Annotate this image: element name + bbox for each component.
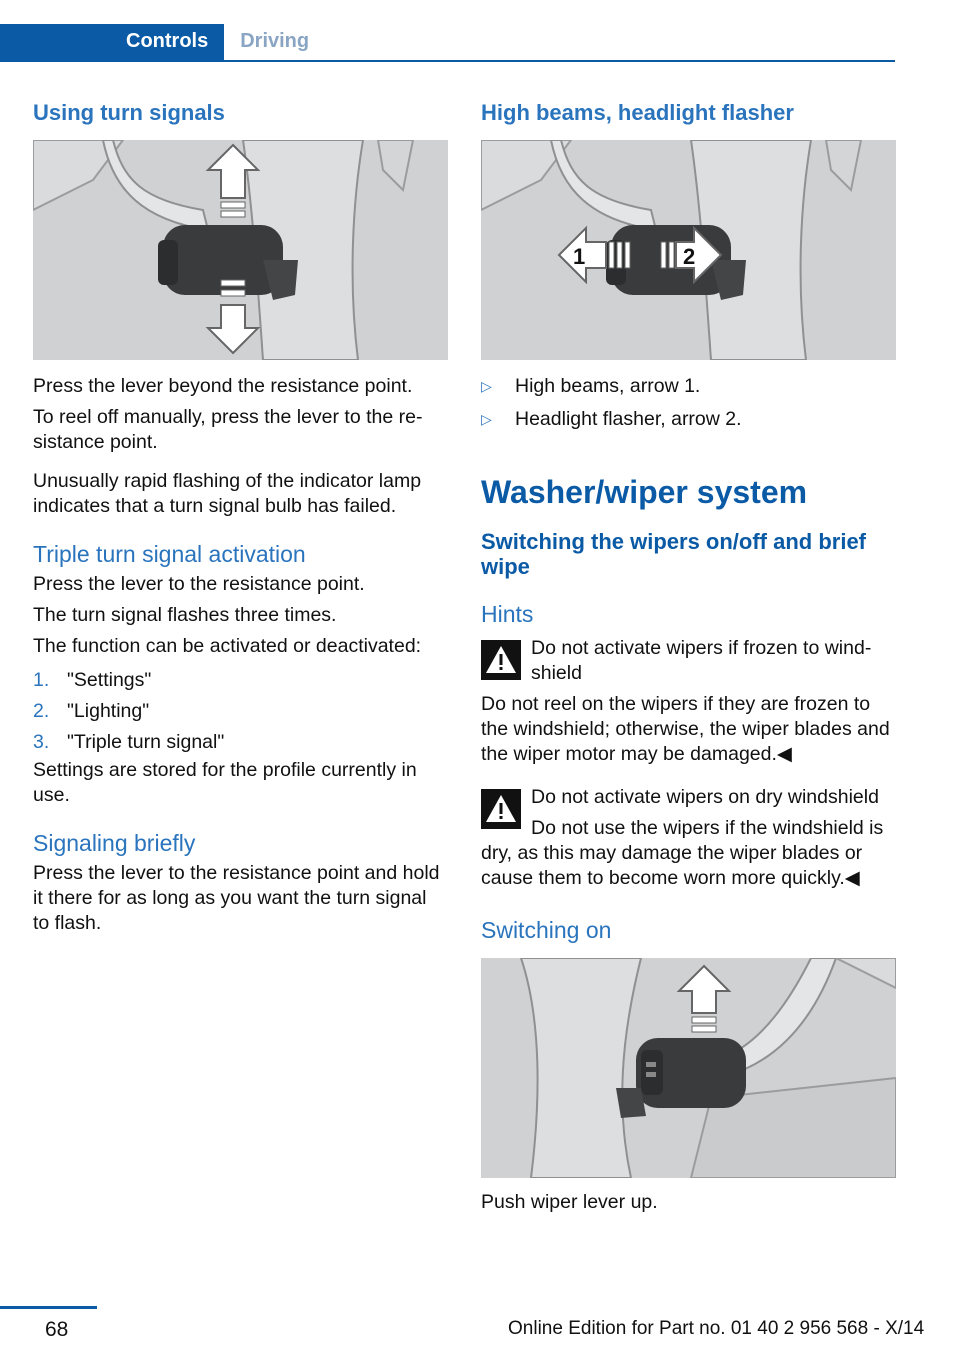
- warning-frozen-title: Do not activate wipers if frozen to wind‐shield: [531, 637, 872, 684]
- switching-on-paragraph: Push wiper lever up.: [481, 1191, 658, 1213]
- settings-note: Settings are stored for the profile currently in use.: [33, 759, 417, 806]
- wiper-lever-drawing: [481, 958, 896, 1178]
- triple-turn-heading: Triple turn signal activation: [33, 541, 306, 567]
- turn-signals-heading: Using turn signals: [33, 100, 225, 125]
- washer-wiper-title: Washer/wiper system: [481, 474, 808, 510]
- edition-note: Online Edition for Part no. 01 40 2 956 568 - X/14: [508, 1318, 925, 1339]
- tab-controls[interactable]: Controls: [0, 24, 224, 62]
- header-divider: [0, 60, 895, 62]
- high-beams-lever-drawing: [481, 140, 896, 360]
- warning-triangle-icon: [481, 789, 521, 829]
- left-column: [33, 100, 448, 936]
- turn-signal-paragraph-2: To reel off manually, press the lever to the re‐sistance point.: [33, 406, 423, 453]
- high-beams-heading: High beams, headlight flasher: [481, 100, 794, 125]
- warning-dry-title: Do not activate wipers on dry windshield: [531, 786, 879, 808]
- right-column: [481, 100, 896, 1215]
- high-beams-illustration: [481, 140, 896, 360]
- warning-frozen: [481, 636, 896, 686]
- wiper-switch-subtitle: Switching the wipers on/off and brief wipe: [481, 529, 867, 579]
- high-beams-list: [481, 370, 896, 436]
- arrow-label-2: 2: [683, 244, 696, 269]
- warning-dry-text: Do not use the wipers if the windshield is dry, as this may damage the wiper blades or cause them to become worn more quickly.◀: [481, 817, 884, 889]
- signaling-briefly-paragraph: Press the lever to the resistance point and hold it there for as long as you want the turn signal to flash.: [33, 862, 440, 934]
- warning-dry: [481, 785, 896, 810]
- turn-signal-illustration: [33, 140, 448, 360]
- tab-driving[interactable]: Driving: [240, 30, 310, 52]
- list-item: ▷ High beams, arrow 1.: [481, 375, 701, 397]
- turn-signal-paragraph-3: Unusually rapid flashing of the indicator lamp indicates that a turn signal bulb has failed.: [33, 470, 422, 517]
- header-tabs: [0, 24, 325, 62]
- warning-frozen-text: Do not reel on the wipers if they are frozen to the windshield; otherwise, the wiper blades and the wiper motor may be damaged.◀: [481, 693, 890, 765]
- settings-steps-list: [33, 665, 448, 758]
- page-number: 68: [45, 1318, 69, 1341]
- triple-turn-paragraph-1: Press the lever to the resistance point.: [33, 573, 365, 595]
- list-item: ▷ Headlight flasher, arrow 2.: [481, 408, 742, 430]
- signaling-briefly-heading: Signaling briefly: [33, 830, 196, 856]
- triple-turn-paragraph-3: The function can be activated or deactivated:: [33, 635, 422, 657]
- list-item: 2. "Lighting": [33, 700, 150, 722]
- hints-heading: Hints: [481, 601, 534, 627]
- turn-signal-lever-drawing: [33, 140, 448, 360]
- warning-triangle-icon: [481, 640, 521, 680]
- triple-turn-paragraph-2: The turn signal flashes three times.: [33, 604, 337, 626]
- wiper-lever-illustration: [481, 958, 896, 1178]
- switching-on-heading: Switching on: [481, 917, 612, 943]
- turn-signal-paragraph-1: Press the lever beyond the resistance point.: [33, 375, 413, 397]
- footer-divider: [0, 1306, 97, 1309]
- list-item: 3. "Triple turn signal": [33, 731, 225, 753]
- arrow-label-1: 1: [573, 244, 586, 269]
- list-item: 1. "Settings": [33, 669, 152, 691]
